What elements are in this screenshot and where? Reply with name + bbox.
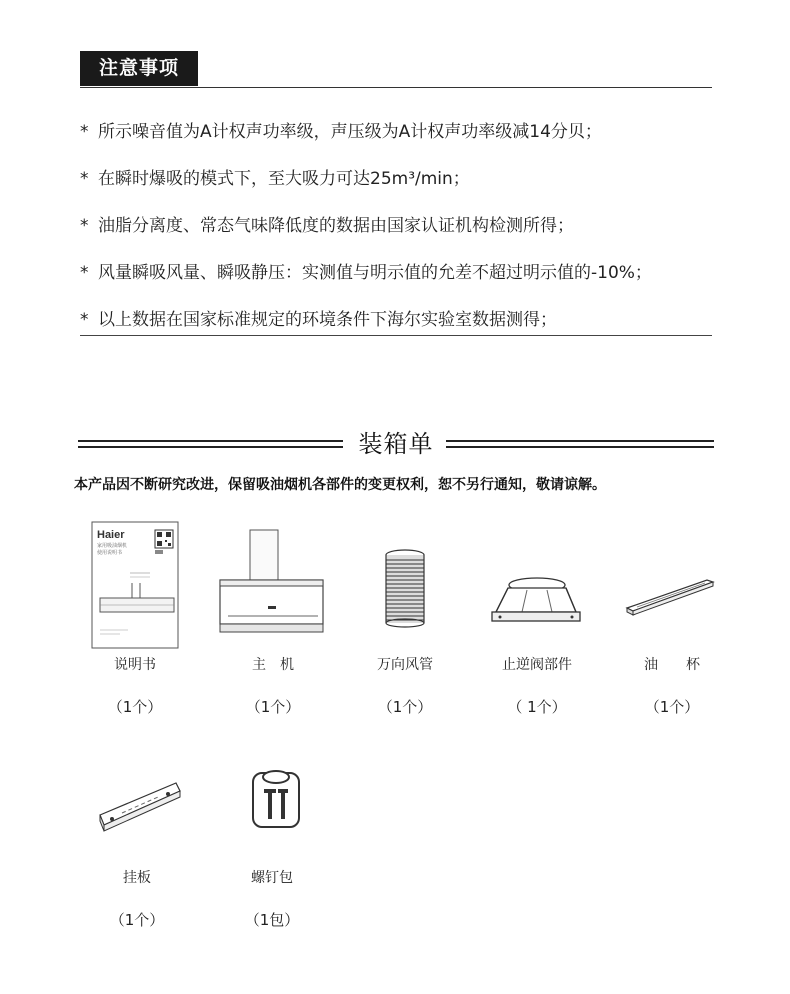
- divider: [80, 335, 712, 336]
- item-qty: （1个）: [109, 911, 165, 929]
- manual-subtitle: 家用吸油烟机: [97, 543, 128, 549]
- item-name: 挂板: [123, 870, 151, 886]
- item-qty: （1个）: [245, 698, 301, 716]
- item-name: 油 杯: [644, 657, 700, 673]
- bullet-star: *: [80, 169, 89, 189]
- notes-list: [80, 118, 720, 353]
- note-item: * 所示噪音值为A计权声功率级，声压级为A计权声功率级减14分贝；: [80, 118, 720, 165]
- note-item: * 在瞬时爆吸的模式下，至大吸力可达25m³/min；: [80, 165, 720, 212]
- packing-item-manual: [70, 520, 200, 717]
- manual-brand: Haier: [97, 529, 125, 541]
- packing-title: 装箱单: [358, 430, 434, 458]
- note-item: * 油脂分离度、常态气味降低度的数据由国家认证机构检测所得；: [80, 212, 720, 259]
- bullet-star: *: [80, 310, 89, 330]
- packing-header: [78, 428, 714, 462]
- note-item: * 以上数据在国家标准规定的环境条件下海尔实验室数据测得；: [80, 306, 720, 353]
- packing-item-check-valve: [472, 520, 602, 717]
- qr-code-icon: [155, 530, 173, 548]
- notes-title: 注意事项: [80, 51, 198, 86]
- packing-item-screw-bag: [207, 735, 337, 930]
- manual-image: [70, 520, 200, 655]
- item-name: 止逆阀部件: [502, 657, 572, 673]
- note-item: * 风量瞬吸风量、瞬吸静压：实测值与明示值的允差不超过明示值的-10%；: [80, 259, 720, 306]
- notes-header: [80, 51, 712, 88]
- main-unit-image: [208, 520, 338, 655]
- bullet-star: *: [80, 216, 89, 236]
- disclaimer: 本产品因不断研究改进，保留吸油烟机各部件的变更权利，恕不另行通知，敬请谅解。: [74, 477, 606, 493]
- packing-item-main-unit: [208, 520, 338, 717]
- double-rule-right: [446, 440, 714, 448]
- packing-item-mounting-plate: [72, 735, 202, 930]
- manual-subtitle2: 使用说明书: [97, 550, 123, 556]
- screw-bag-image: [207, 735, 337, 868]
- packing-item-duct: [340, 520, 470, 717]
- item-qty: （1包）: [244, 911, 300, 929]
- screw-bag-icon: [253, 771, 299, 827]
- item-qty: （1个）: [377, 698, 433, 716]
- duct-image: [340, 520, 470, 655]
- oil-cup-image: [607, 520, 737, 655]
- item-qty: （1个）: [644, 698, 700, 716]
- bullet-star: *: [80, 122, 89, 142]
- bullet-star: *: [80, 263, 89, 283]
- item-name: 螺钉包: [251, 870, 293, 886]
- item-name: 万向风管: [377, 657, 433, 673]
- item-name: 说明书: [114, 657, 156, 673]
- check-valve-image: [472, 520, 602, 655]
- item-name: 主 机: [252, 657, 294, 673]
- packing-item-oil-cup: [607, 520, 737, 717]
- item-qty: （1个）: [107, 698, 163, 716]
- item-qty: （ 1个）: [507, 698, 567, 716]
- mounting-plate-image: [72, 735, 202, 868]
